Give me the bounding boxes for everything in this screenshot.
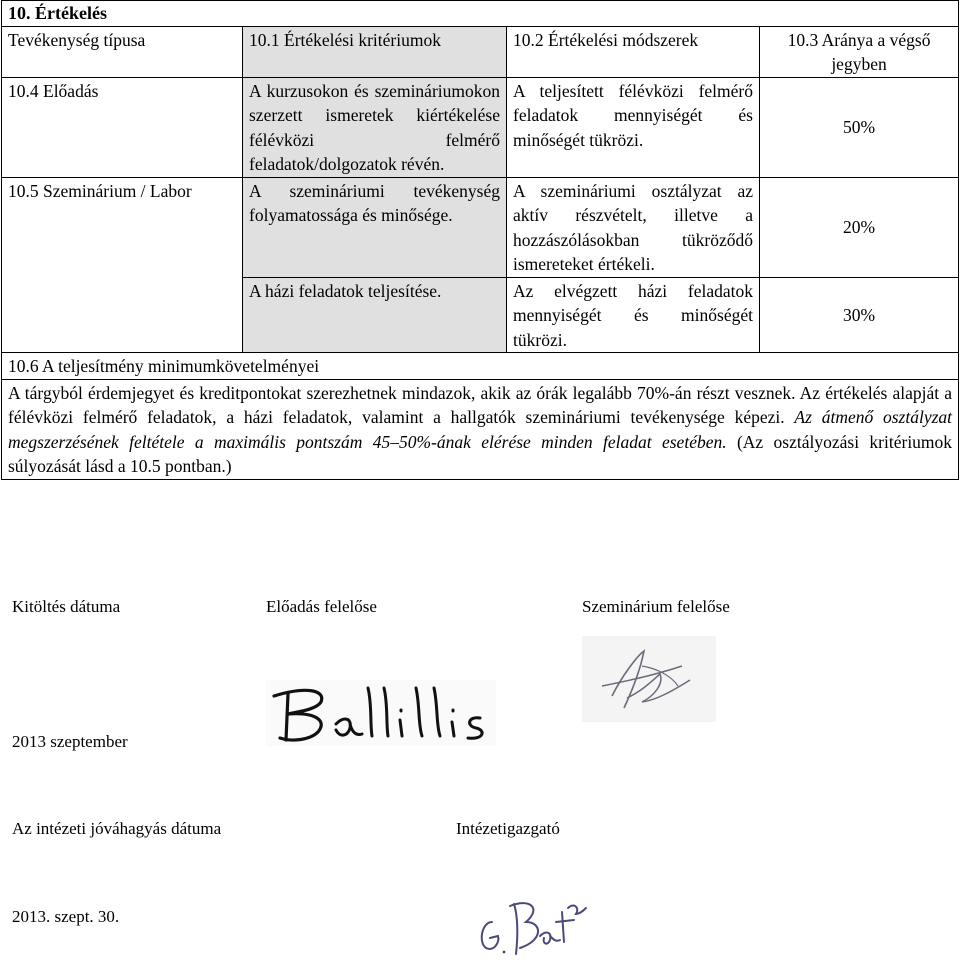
min-req-italic-text: Az átmenő osztályzat megszerzésének feltétele a maximális pontszám 45–50%-ának elérése minden feladat esetében. xyxy=(8,407,953,452)
row-criteria: A szemináriumi tevékenység folyamatossága és minősége. xyxy=(243,177,507,277)
row-method: A teljesített félévközi felmérő feladatok mennyiségét és minőségét tükrözi. xyxy=(507,77,760,177)
seminar-signature-icon xyxy=(582,636,716,722)
row-ratio: 30% xyxy=(760,277,959,353)
evaluation-table xyxy=(1,0,959,480)
director-signature-icon xyxy=(470,892,590,964)
header-criteria: 10.1 Értékelési kritériumok xyxy=(243,26,507,77)
director-label: Intézetigazgató xyxy=(456,819,560,838)
approval-date-label: Az intézeti jóváhagyás dátuma xyxy=(12,819,222,838)
fill-date: 2013 szeptember xyxy=(12,732,128,751)
row-activity-type: 10.4 Előadás xyxy=(2,77,243,177)
header-methods: 10.2 Értékelési módszerek xyxy=(507,26,760,77)
header-activity-type: Tevékenység típusa xyxy=(2,26,243,77)
lecture-responsible-label: Előadás felelőse xyxy=(266,597,377,616)
fill-date-label: Kitöltés dátuma xyxy=(12,597,121,616)
table-header-row xyxy=(2,26,959,77)
min-req-plain-text: A tárgyból érdemjegyet és kreditpontokat szerezhetnek mindazok, akik az órák legalább 70%-án részt vesznek. Az értékelés alapját a félévközi felmérő feladatok, a házi feladatok, valamint a hallgatók szemináriumi tevékenysége képezi. xyxy=(8,382,953,427)
approval-date: 2013. szept. 30. xyxy=(12,907,120,926)
row-method: A szemináriumi osztályzat az aktív részvételt, illetve a hozzászólásokban tükröződő ismereteket értékeli. xyxy=(507,177,760,277)
lecture-signature-icon xyxy=(266,680,496,746)
table-row xyxy=(2,177,959,277)
row-criteria: A házi feladatok teljesítése. xyxy=(243,277,507,353)
min-req-tail-text: (Az osztályozási kritériumok súlyozását lásd a 10.5 pontban.) xyxy=(8,431,953,476)
min-requirements-text xyxy=(2,379,959,479)
table-row xyxy=(2,77,959,177)
section-title: 10. Értékelés xyxy=(2,1,959,27)
row-ratio: 50% xyxy=(760,77,959,177)
min-requirements-title: 10.6 A teljesítmény minimumkövetelményei xyxy=(2,353,959,380)
row-ratio: 20% xyxy=(760,177,959,277)
row-method: Az elvégzett házi feladatok mennyiségét és minőségét tükrözi. xyxy=(507,277,760,353)
row-criteria: A kurzusokon és szemináriumokon szerzett ismeretek kiértékelése félévközi felmérő feladatok/dolgozatok révén. xyxy=(243,77,507,177)
header-ratio: 10.3 Aránya a végső jegyben xyxy=(760,26,959,77)
row-activity-type: 10.5 Szeminárium / Labor xyxy=(2,177,243,353)
seminar-responsible-label: Szeminárium felelőse xyxy=(582,597,730,616)
